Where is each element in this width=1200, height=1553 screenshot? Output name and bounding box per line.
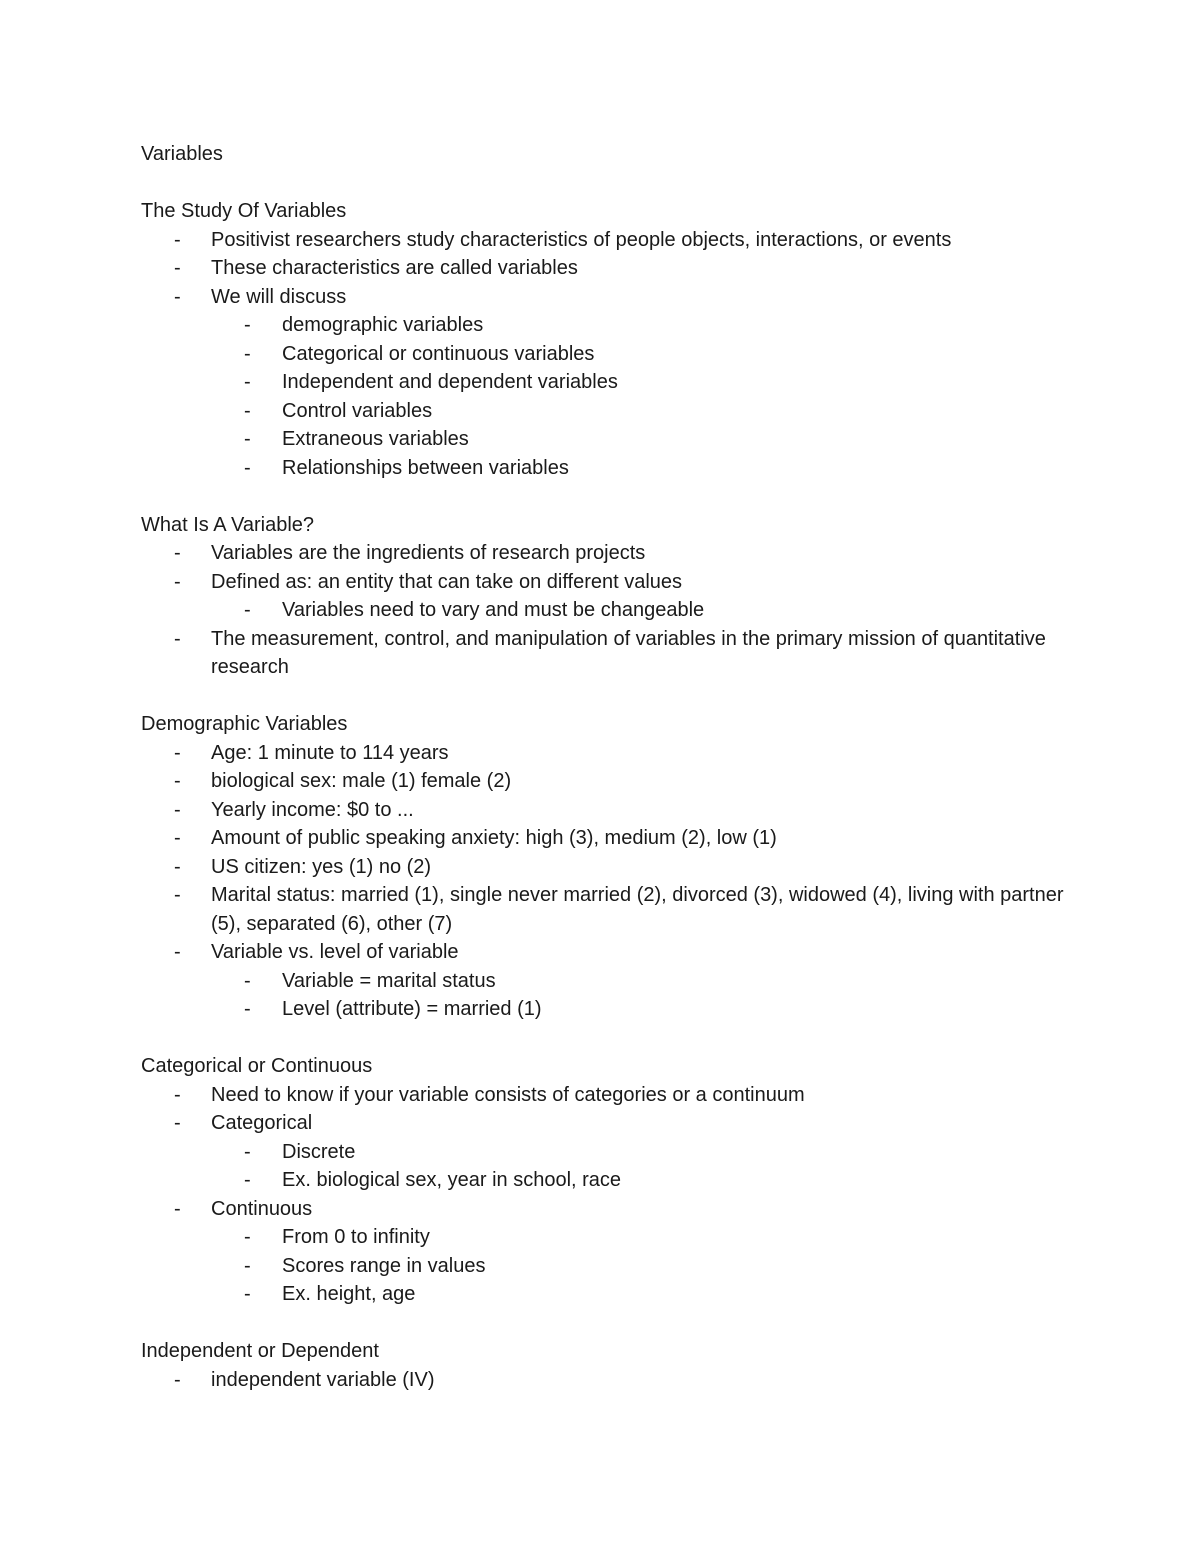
sub-bullet-list xyxy=(211,311,1081,482)
list-item-text: independent variable (IV) xyxy=(211,1368,435,1391)
sub-list-item xyxy=(211,340,1081,369)
bullet-list xyxy=(141,539,1081,682)
dash-bullet-icon: - xyxy=(174,627,181,650)
dash-bullet-icon: - xyxy=(174,884,181,906)
list-item xyxy=(141,1109,1081,1195)
dash-bullet-icon: - xyxy=(174,257,181,279)
bullet-list xyxy=(141,226,1081,483)
sub-list-item-text: Control variables xyxy=(282,399,433,422)
dash-bullet-icon: - xyxy=(174,770,181,792)
sub-list-item-text: From 0 to infinity xyxy=(282,1226,430,1248)
list-item-text: Yearly income: $0 to ... xyxy=(211,798,414,821)
sub-list-item xyxy=(211,1223,1081,1252)
document-body xyxy=(141,169,1081,1395)
dash-bullet-icon: - xyxy=(244,1140,251,1163)
section-heading: Categorical or Continuous xyxy=(141,1055,373,1077)
dash-bullet-icon: - xyxy=(174,941,181,963)
list-item-text: Continuous xyxy=(211,1197,313,1220)
list-item-text: The measurement, control, and manipulation of variables in the primary mission of quantitative research xyxy=(211,627,1046,678)
sub-list-item xyxy=(211,1280,1081,1309)
list-item-text: Positivist researchers study characteristics of people objects, interactions, or events xyxy=(211,228,952,251)
sub-bullet-list xyxy=(211,596,1081,625)
dash-bullet-icon: - xyxy=(174,285,181,308)
dash-bullet-icon: - xyxy=(174,228,181,251)
sub-list-item-text: Ex. biological sex, year in school, race xyxy=(282,1169,622,1191)
sub-bullet-list xyxy=(211,1223,1081,1309)
sub-list-item-text: Level (attribute) = married (1) xyxy=(282,998,542,1020)
section-spacer xyxy=(141,482,1081,511)
list-item-text: Defined as: an entity that can take on different values xyxy=(211,570,683,593)
list-item-text: biological sex: male (1) female (2) xyxy=(211,770,512,792)
list-item xyxy=(141,796,1081,825)
sub-list-item-text: Relationships between variables xyxy=(282,456,569,479)
dash-bullet-icon: - xyxy=(244,969,251,992)
sub-list-item-text: Scores range in values xyxy=(282,1254,486,1277)
list-item xyxy=(141,1366,1081,1395)
dash-bullet-icon: - xyxy=(244,1226,251,1248)
section-spacer xyxy=(141,169,1081,198)
list-item-text: Marital status: married (1), single never married (2), divorced (3), widowed (4), living with partner (5), separated (6), other (7) xyxy=(211,884,1064,935)
list-item xyxy=(141,938,1081,1024)
sub-list-item-text: Discrete xyxy=(282,1140,356,1163)
list-item xyxy=(141,881,1081,938)
list-item xyxy=(141,625,1081,682)
document-title: Variables xyxy=(141,143,223,165)
dash-bullet-icon: - xyxy=(244,399,251,422)
dash-bullet-icon: - xyxy=(174,1368,181,1391)
sub-list-item-text: Categorical or continuous variables xyxy=(282,342,595,365)
sub-bullet-list xyxy=(211,967,1081,1024)
list-item xyxy=(141,853,1081,882)
section-heading: Independent or Dependent xyxy=(141,1340,379,1362)
list-item xyxy=(141,739,1081,768)
list-item xyxy=(141,226,1081,255)
list-item-text: Categorical xyxy=(211,1112,313,1134)
list-item xyxy=(141,539,1081,568)
list-item-text: We will discuss xyxy=(211,285,347,308)
sub-list-item-text: Independent and dependent variables xyxy=(282,371,618,393)
dash-bullet-icon: - xyxy=(174,1197,181,1220)
dash-bullet-icon: - xyxy=(174,798,181,821)
dash-bullet-icon: - xyxy=(244,599,251,621)
sub-list-item-text: Extraneous variables xyxy=(282,428,469,450)
dash-bullet-icon: - xyxy=(244,371,251,393)
dash-bullet-icon: - xyxy=(244,456,251,479)
list-item-text: Age: 1 minute to 114 years xyxy=(211,741,449,764)
list-item xyxy=(141,283,1081,483)
dash-bullet-icon: - xyxy=(174,542,181,564)
dash-bullet-icon: - xyxy=(174,1083,181,1106)
list-item xyxy=(141,568,1081,625)
sub-list-item xyxy=(211,368,1081,397)
section-heading: The Study Of Variables xyxy=(141,200,347,222)
bullet-list xyxy=(141,1366,1081,1395)
list-item xyxy=(141,254,1081,283)
sub-list-item-text: Ex. height, age xyxy=(282,1283,416,1305)
dash-bullet-icon: - xyxy=(244,1169,251,1191)
sub-list-item xyxy=(211,1166,1081,1195)
dash-bullet-icon: - xyxy=(174,741,181,764)
list-item xyxy=(141,1195,1081,1309)
sub-list-item xyxy=(211,1138,1081,1167)
dash-bullet-icon: - xyxy=(174,827,181,849)
list-item-text: These characteristics are called variables xyxy=(211,257,578,279)
sub-list-item xyxy=(211,995,1081,1024)
sub-list-item xyxy=(211,311,1081,340)
dash-bullet-icon: - xyxy=(244,998,251,1020)
sub-list-item xyxy=(211,967,1081,996)
dash-bullet-icon: - xyxy=(244,428,251,450)
dash-bullet-icon: - xyxy=(174,570,181,593)
sub-list-item-text: demographic variables xyxy=(282,314,484,336)
document-page xyxy=(141,140,1081,1394)
list-item xyxy=(141,767,1081,796)
section-spacer xyxy=(141,1024,1081,1053)
list-item-text: Variable vs. level of variable xyxy=(211,941,459,963)
sub-list-item-text: Variable = marital status xyxy=(282,969,496,992)
list-item-text: Amount of public speaking anxiety: high (3), medium (2), low (1) xyxy=(211,827,777,849)
sub-list-item xyxy=(211,454,1081,483)
section-spacer xyxy=(141,1309,1081,1338)
dash-bullet-icon: - xyxy=(244,1254,251,1277)
dash-bullet-icon: - xyxy=(244,314,251,336)
list-item-text: Variables are the ingredients of research projects xyxy=(211,542,646,564)
list-item xyxy=(141,824,1081,853)
sub-list-item xyxy=(211,1252,1081,1281)
dash-bullet-icon: - xyxy=(174,1112,181,1134)
bullet-list xyxy=(141,739,1081,1024)
bullet-list xyxy=(141,1081,1081,1309)
section-heading: What Is A Variable? xyxy=(141,513,315,536)
list-item-text: US citizen: yes (1) no (2) xyxy=(211,855,432,878)
sub-list-item-text: Variables need to vary and must be changeable xyxy=(282,599,705,621)
sub-bullet-list xyxy=(211,1138,1081,1195)
list-item xyxy=(141,1081,1081,1110)
sub-list-item xyxy=(211,425,1081,454)
dash-bullet-icon: - xyxy=(244,1283,251,1305)
list-item-text: Need to know if your variable consists of categories or a continuum xyxy=(211,1083,805,1106)
dash-bullet-icon: - xyxy=(174,855,181,878)
section-spacer xyxy=(141,682,1081,711)
dash-bullet-icon: - xyxy=(244,342,251,365)
sub-list-item xyxy=(211,397,1081,426)
section-heading: Demographic Variables xyxy=(141,713,348,735)
sub-list-item xyxy=(211,596,1081,625)
